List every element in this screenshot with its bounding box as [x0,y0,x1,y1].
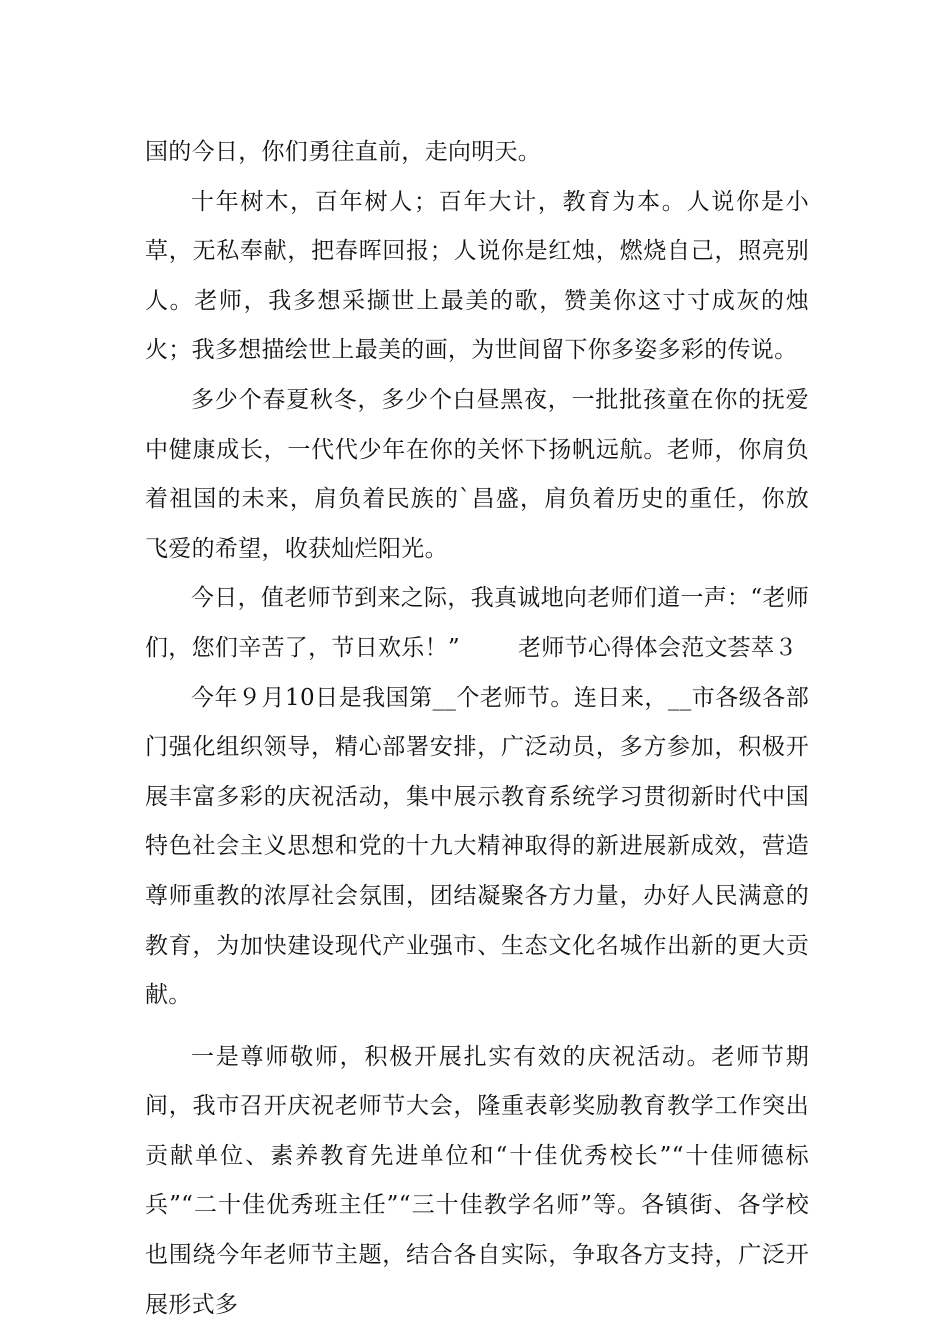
paragraph-6: 一是尊师敬师，积极开展扎实有效的庆祝活动。老师节期间，我市召开庆祝老师节大会，隆重表彰奖励教育教学工作突出贡献单位、素养教育先进单位和“十佳优秀校长”“十佳师德标兵”“二十佳优秀班主任”“三十佳教学名师”等。各镇街、各学校也围绕今年老师节主题，结合各自实际，争取各方支持，广泛开展形式多 [145,1043,809,1318]
paragraph-1: 国的今日，你们勇往直前，走向明天。 [145,139,542,165]
paragraph-2: 十年树木，百年树人；百年大计，教育为本。人说你是小草，无私奉献，把春晖回报；人说你是红烛，燃烧自己，照亮别人。老师，我多想采撷世上最美的歌，赞美你这寸寸成灰的烛火；我多想描绘世上最美的画，为世间留下你多姿多彩的传说。 [145,188,809,364]
paragraph-spacer [145,1021,809,1033]
paragraph-3: 多少个春夏秋冬，多少个白昼黑夜，一批批孩童在你的抚爱中健康成长，一代代少年在你的关怀下扬帆远航。老师，你肩负着祖国的未来，肩负着民族的`昌盛，肩负着历史的重任，你放飞爱的希望，收获灿烂阳光。 [145,386,809,562]
paragraph-4-text: 今日，值老师节到来之际，我真诚地向老师们道一声：“老师们，您们辛苦了，节日欢乐！” [145,585,809,661]
document-body [145,128,809,1330]
section-heading: 老师节心得体会范文荟萃３ [517,634,798,661]
paragraph-4 [145,574,809,673]
paragraph-5: 今年９月10日是我国第__个老师节。连日来，__市各级各部门强化组织领导，精心部署安排，广泛动员，多方参加，积极开展丰富多彩的庆祝活动，集中展示教育系统学习贯彻新时代中国特色社会主义思想和党的十九大精神取得的新进展新成效，营造尊师重教的浓厚社会氛围，团结凝聚各方力量，办好人民满意的教育，为加快建设现代产业强市、生态文化名城作出新的更大贡献。 [145,684,809,1009]
